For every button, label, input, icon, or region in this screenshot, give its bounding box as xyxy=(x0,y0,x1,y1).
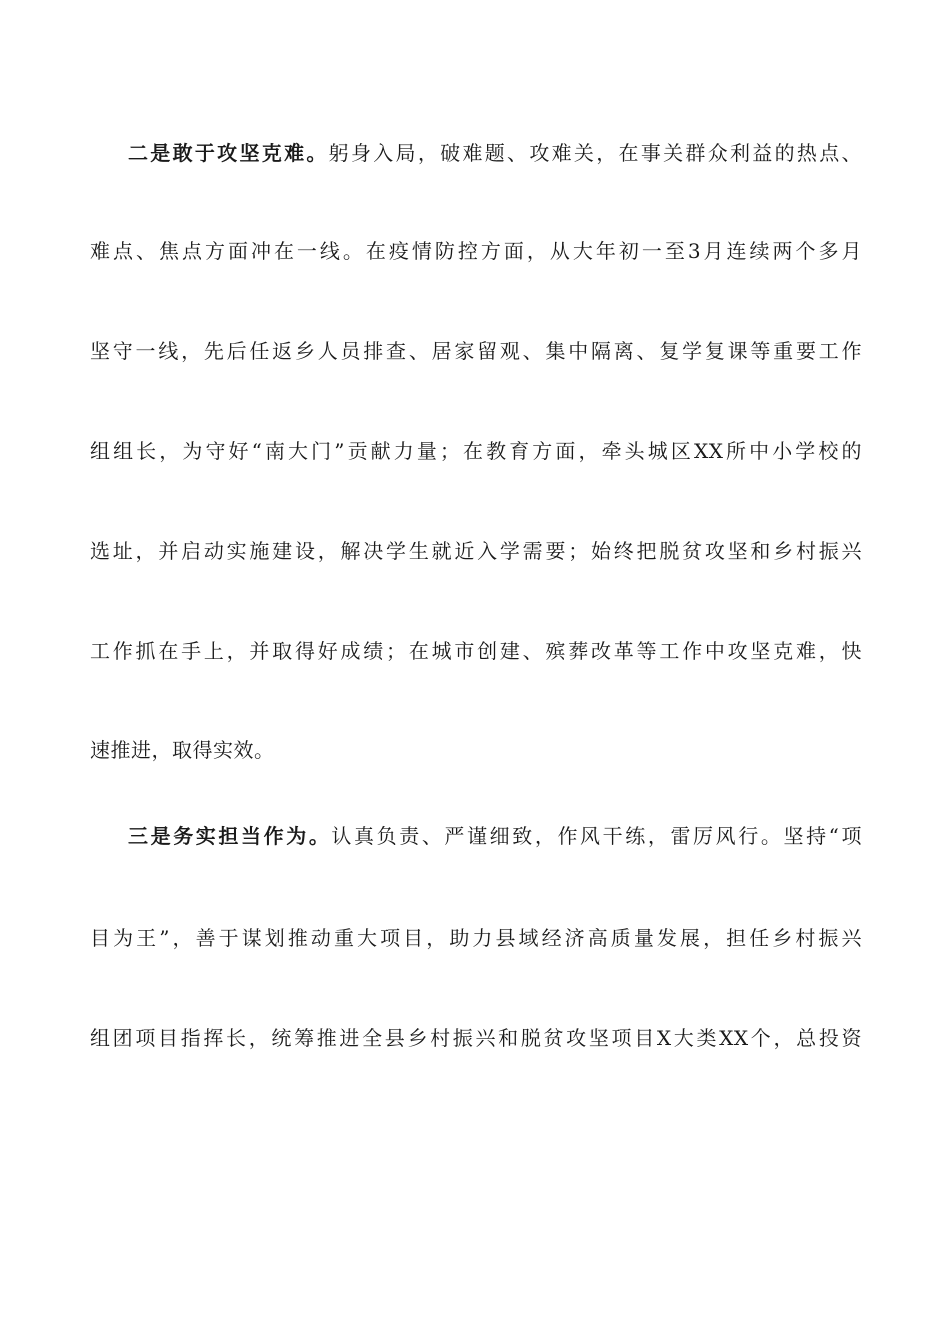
paragraph-1-line-4: 组组长，为守好“南大门”贡献力量；在教育方面，牵头城区XX所中小学校的 xyxy=(90,439,862,463)
paragraph-1-line-6: 工作抓在手上，并取得好成绩；在城市创建、殡葬改革等工作中攻坚克难，快 xyxy=(90,639,862,663)
paragraph-1-line-5: 选址，并启动实施建设，解决学生就近入学需要；始终把脱贫攻坚和乡村振兴 xyxy=(90,539,862,563)
paragraph-2-line-2: 目为王”，善于谋划推动重大项目，助力县域经济高质量发展，担任乡村振兴 xyxy=(90,926,862,950)
paragraph-2-line-1 xyxy=(128,821,862,851)
paragraph-1-line-2: 难点、焦点方面冲在一线。在疫情防控方面，从大年初一至3月连续两个多月 xyxy=(90,239,862,263)
paragraph-2-line-3: 组团项目指挥长，统筹推进全县乡村振兴和脱贫攻坚项目X大类XX个，总投资 xyxy=(90,1026,862,1050)
paragraph-1-line-1 xyxy=(128,138,862,168)
paragraph-1-text: 躬身入局，破难题、攻难关，在事关群众利益的热点、 xyxy=(328,141,862,165)
paragraph-1-line-3: 坚守一线，先后任返乡人员排查、居家留观、集中隔离、复学复课等重要工作 xyxy=(90,339,862,363)
paragraph-1-lead: 二是敢于攻坚克难。 xyxy=(128,141,329,165)
paragraph-1-line-7: 速推进，取得实效。 xyxy=(90,738,275,762)
paragraph-2-lead: 三是务实担当作为。 xyxy=(128,824,332,848)
paragraph-2-text: 认真负责、严谨细致，作风干练，雷厉风行。坚持“项 xyxy=(331,824,862,848)
